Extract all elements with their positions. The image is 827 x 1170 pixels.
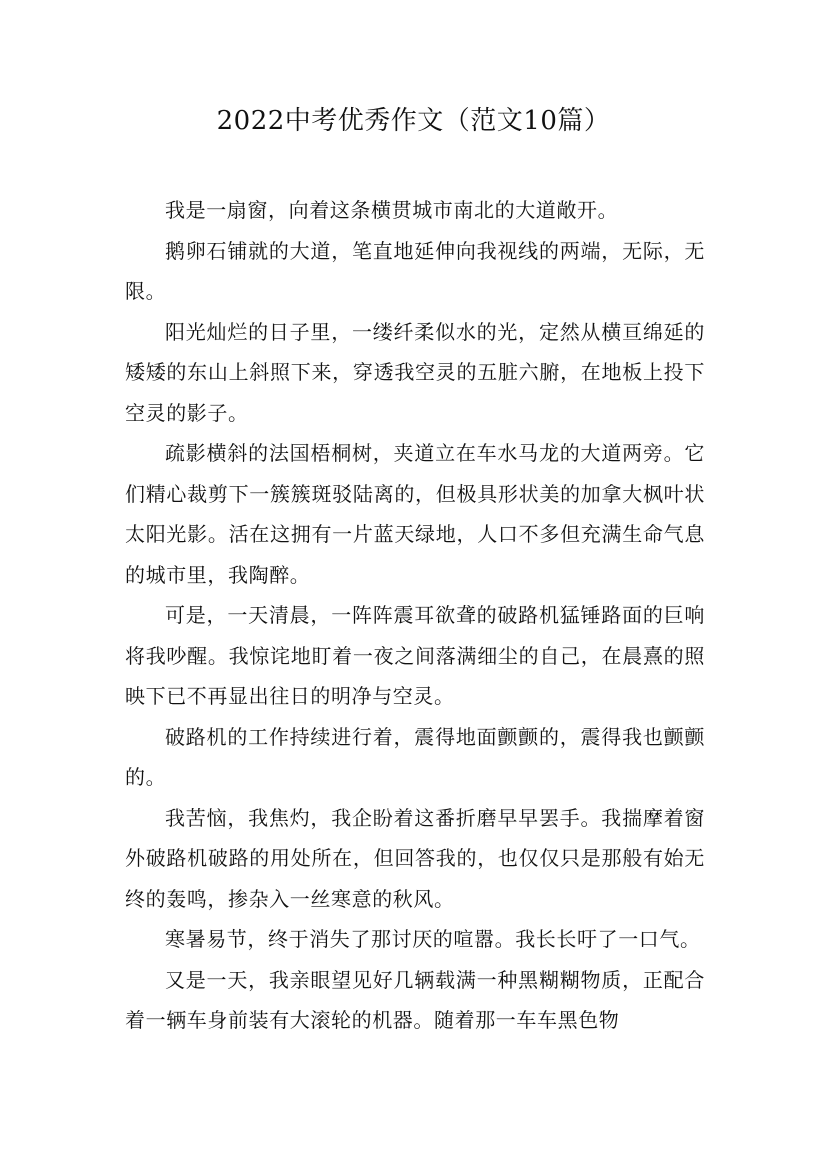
paragraph: 鹅卵石铺就的大道，笔直地延伸向我视线的两端，无际，无限。 <box>125 238 705 303</box>
paragraph: 阳光灿烂的日子里，一缕纤柔似水的光，定然从横亘绵延的矮矮的东山上斜照下来，穿透我空灵的五脏六腑，在地板上投下空灵的影子。 <box>125 319 705 425</box>
paragraph: 我是一扇窗，向着这条横贯城市南北的大道敞开。 <box>165 198 619 222</box>
paragraph: 疏影横斜的法国梧桐树，夹道立在车水马龙的大道两旁。它们精心裁剪下一簇簇斑驳陆离的，但极具形状美的加拿大枫叶状太阳光影。活在这拥有一片蓝天绿地，人口不多但充满生命气息的城市里，我陶醉。 <box>125 441 705 587</box>
paragraph: 可是，一天清晨，一阵阵震耳欲聋的破路机猛锤路面的巨响将我吵醒。我惊诧地盯着一夜之间落满细尘的自己，在晨熹的照映下已不再显出往日的明净与空灵。 <box>125 603 705 708</box>
document-title: 2022中考优秀作文（范文10篇） <box>216 106 611 136</box>
paragraph: 又是一天，我亲眼望见好几辆载满一种黑糊糊物质，正配合着一辆车身前装有大滚轮的机器。随着那一车车黑色物 <box>125 967 705 1032</box>
paragraph: 我苦恼，我焦灼，我企盼着这番折磨早早罢手。我揣摩着窗外破路机破路的用处所在，但回答我的，也仅仅只是那般有始无终的轰鸣，掺杂入一丝寒意的秋风。 <box>125 805 705 911</box>
paragraph: 寒暑易节，终于消失了那讨厌的喧嚣。我长长吁了一口气。 <box>165 927 701 951</box>
document-body <box>125 190 705 1041</box>
paragraph: 破路机的工作持续进行着，震得地面颤颤的，震得我也颤颤的。 <box>125 724 705 789</box>
